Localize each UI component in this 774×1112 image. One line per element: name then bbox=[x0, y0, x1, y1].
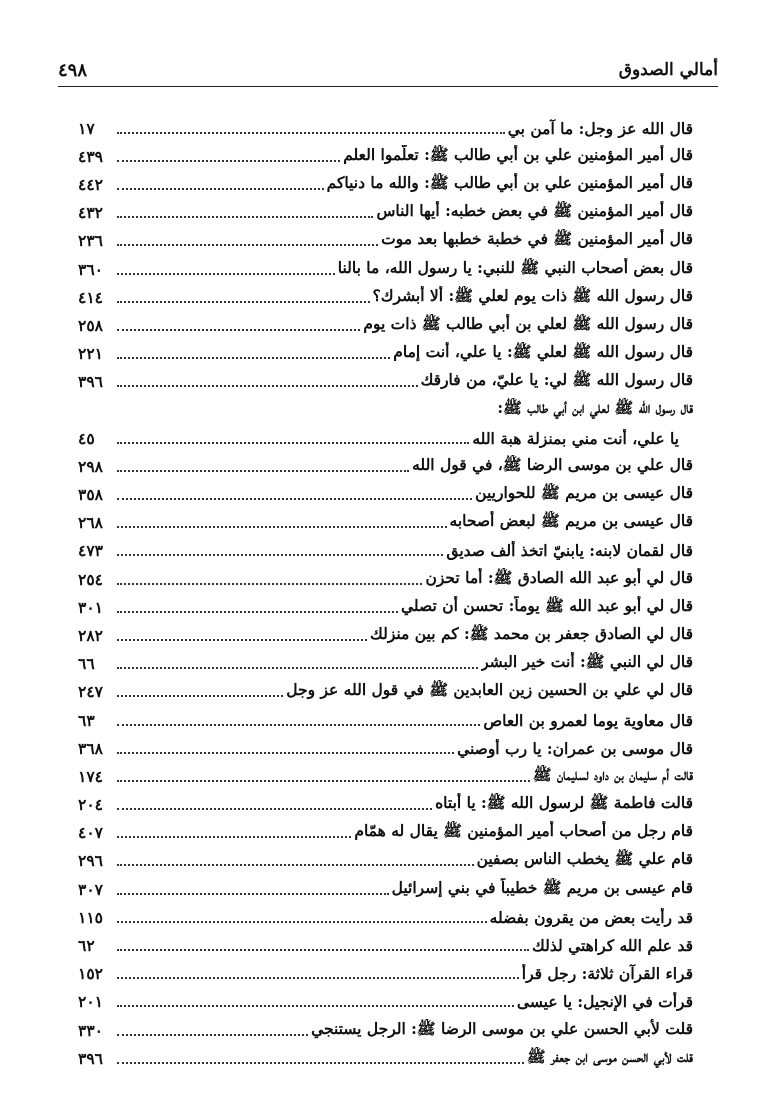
index-entry bbox=[78, 593, 693, 621]
entry-page-number: ٢٥٤ bbox=[78, 569, 103, 589]
entry-text: قال لقمان لابنه: يابنيّ اتخذ ألف صديق bbox=[446, 541, 693, 561]
entry-text: قد رأيت بعض من يقرون بفضله bbox=[489, 907, 693, 927]
index-entry bbox=[78, 706, 693, 734]
entry-text: قال رسول الله ﷺ لعلي ابن أبي طالب ﷺ: bbox=[497, 398, 693, 418]
dot-leader bbox=[117, 384, 418, 387]
entry-page-number: ٢٢١ bbox=[78, 344, 103, 364]
dot-leader bbox=[117, 863, 474, 866]
index-entry bbox=[78, 255, 693, 283]
index-entry bbox=[78, 368, 693, 396]
entry-text: قام رجل من أصحاب أمير المؤمنين ﷺ يقال له همّام bbox=[354, 821, 693, 841]
entry-text: قال موسى بن عمران: يا رب أوصني bbox=[457, 738, 693, 758]
entry-page-number: ٣٦٠ bbox=[78, 259, 103, 279]
entry-text: قال رسول الله ﷺ لي: يا عليّ، من فارقك bbox=[420, 370, 693, 390]
dot-leader bbox=[117, 356, 390, 359]
dot-leader bbox=[117, 920, 487, 923]
entry-text: قال بعض أصحاب النبي ﷺ للنبي: يا رسول الله، ما بالنا bbox=[337, 257, 693, 277]
dot-leader bbox=[117, 497, 472, 500]
index-entry bbox=[78, 565, 693, 593]
entry-text: قال أمير المؤمنين ﷺ في بعض خطبه: أيها الناس bbox=[376, 201, 693, 221]
dot-leader bbox=[117, 187, 324, 190]
entry-text: قال لي الصادق جعفر بن محمد ﷺ: كم بين منزلك bbox=[370, 623, 693, 643]
entry-text: قال معاوية يوما لعمرو بن العاص bbox=[483, 710, 693, 730]
entry-page-number: ٤٧٣ bbox=[78, 541, 103, 561]
dot-leader bbox=[117, 525, 447, 528]
dot-leader bbox=[117, 328, 360, 331]
entry-text: قال عيسى بن مريم ﷺ لبعض أصحابه bbox=[449, 511, 693, 531]
dot-leader bbox=[117, 807, 432, 810]
index-list bbox=[78, 114, 693, 1072]
entry-page-number: ٢٠٤ bbox=[78, 795, 103, 815]
entry-page-number: ٦٣ bbox=[78, 710, 95, 730]
dot-leader bbox=[117, 582, 422, 585]
index-entry bbox=[78, 283, 693, 311]
entry-page-number: ٢٠١ bbox=[78, 992, 103, 1012]
dot-leader bbox=[117, 1061, 524, 1064]
dot-leader bbox=[117, 215, 373, 218]
entry-text: قالت فاطمة ﷺ لرسول الله ﷺ: يا أبتاه bbox=[435, 793, 693, 813]
index-entry bbox=[78, 311, 693, 339]
entry-page-number: ٤١٤ bbox=[78, 287, 103, 307]
dot-leader bbox=[117, 159, 340, 162]
dot-leader bbox=[117, 553, 443, 556]
entry-page-number: ٣٩٦ bbox=[78, 372, 103, 392]
entry-page-number: ٤٥ bbox=[78, 428, 95, 448]
index-entry bbox=[78, 931, 693, 959]
entry-text: قال أمير المؤمنين علي بن أبي طالب ﷺ: والله ما دنياكم bbox=[326, 172, 693, 192]
entry-page-number: ٤٣٩ bbox=[78, 146, 103, 166]
index-entry bbox=[78, 170, 693, 198]
index-entry bbox=[78, 114, 693, 142]
dot-leader bbox=[117, 300, 370, 303]
dot-leader bbox=[117, 779, 530, 782]
index-entry bbox=[78, 424, 693, 452]
index-entry bbox=[78, 621, 693, 649]
entry-text: قال رسول الله ﷺ لعلي بن أبي طالب ﷺ ذات يوم bbox=[363, 313, 693, 333]
index-entry bbox=[78, 1044, 693, 1072]
dot-leader bbox=[117, 976, 519, 979]
entry-page-number: ٣٩٦ bbox=[78, 1048, 103, 1068]
dot-leader bbox=[117, 638, 367, 641]
page-number: ٤٩٨ bbox=[58, 60, 88, 81]
index-entry bbox=[78, 537, 693, 565]
entry-text: قراء القرآن ثلاثة: رجل قرأ bbox=[521, 964, 693, 984]
running-header bbox=[58, 58, 718, 87]
index-entry bbox=[78, 340, 693, 368]
entry-text: قلت لأبي الحسن علي بن موسى الرضا ﷺ: الرجل يستنجي bbox=[311, 1018, 693, 1038]
entry-page-number: ٣٣٠ bbox=[78, 1020, 103, 1040]
entry-page-number: ٢٦٨ bbox=[78, 513, 103, 533]
entry-page-number: ٤٤٢ bbox=[78, 174, 103, 194]
entry-page-number: ٢٨٢ bbox=[78, 625, 103, 645]
entry-text: قال لي علي بن الحسين زين العابدين ﷺ في قول الله عز وجل bbox=[286, 680, 693, 700]
entry-text: قال رسول الله ﷺ لعلي ﷺ: يا علي، أنت إمام bbox=[393, 342, 693, 362]
index-entry bbox=[78, 396, 693, 424]
entry-page-number: ٢٣٦ bbox=[78, 231, 103, 251]
entry-text: قال لي النبي ﷺ: أنت خير البشر bbox=[481, 652, 693, 672]
entry-page-number: ٣٠١ bbox=[78, 597, 103, 617]
entry-page-number: ٦٦ bbox=[78, 654, 95, 674]
entry-text: قال أمير المؤمنين علي بن أبي طالب ﷺ: تعلّموا العلم bbox=[343, 144, 693, 164]
entry-text: قد علم الله كراهتي لذلك bbox=[532, 936, 693, 956]
entry-text: قام علي ﷺ يخطب الناس بصفين bbox=[476, 849, 693, 869]
dot-leader bbox=[117, 694, 283, 697]
dot-leader bbox=[117, 441, 469, 444]
dot-leader bbox=[117, 610, 398, 613]
dot-leader bbox=[117, 892, 389, 895]
index-entry bbox=[78, 847, 693, 875]
entry-text: قال علي بن موسى الرضا ﷺ، في قول الله bbox=[412, 454, 693, 474]
dot-leader bbox=[117, 131, 505, 134]
index-entry bbox=[78, 875, 693, 903]
entry-page-number: ٤٣٢ bbox=[78, 203, 103, 223]
entry-page-number: ٦٢ bbox=[78, 936, 95, 956]
index-entry bbox=[78, 903, 693, 931]
entry-page-number: ١٧٤ bbox=[78, 766, 103, 786]
index-entry bbox=[78, 452, 693, 480]
entry-text: قال الله عز وجل: ما آمن بي bbox=[507, 118, 693, 138]
entry-text: قال عيسى بن مريم ﷺ للحواريين bbox=[475, 483, 693, 503]
entry-page-number: ٣٦٨ bbox=[78, 738, 103, 758]
dot-leader bbox=[117, 1004, 514, 1007]
entry-page-number: ٣٥٨ bbox=[78, 485, 103, 505]
dot-leader bbox=[117, 272, 335, 275]
entry-page-number: ٢٥٨ bbox=[78, 315, 103, 335]
index-entry bbox=[78, 791, 693, 819]
dot-leader bbox=[117, 1033, 308, 1036]
index-entry bbox=[78, 142, 693, 170]
index-entry bbox=[78, 960, 693, 988]
dot-leader bbox=[117, 948, 529, 951]
entry-text: قالت أم سليمان بن داود لسليمان ﷺ bbox=[532, 764, 693, 784]
dot-leader bbox=[117, 723, 480, 726]
index-entry bbox=[78, 1016, 693, 1044]
entry-text: قال أمير المؤمنين ﷺ في خطبة خطبها بعد موت bbox=[381, 229, 693, 249]
index-entry bbox=[78, 199, 693, 227]
entry-page-number: ١٧ bbox=[78, 118, 95, 138]
index-entry bbox=[78, 509, 693, 537]
entry-page-number: ٢٩٦ bbox=[78, 851, 103, 871]
book-title: أمالي الصدوق bbox=[618, 60, 718, 80]
entry-text: قال رسول الله ﷺ ذات يوم لعلي ﷺ: ألا أبشرك؟ bbox=[372, 285, 693, 305]
entry-text: قال لي أبو عبد الله ﷺ يوماً: تحسن أن تصلي bbox=[401, 595, 693, 615]
entry-text: يا علي، أنت مني بمنزلة هبة الله bbox=[472, 428, 679, 448]
entry-page-number: ١١٥ bbox=[78, 907, 103, 927]
index-entry bbox=[78, 678, 693, 706]
dot-leader bbox=[117, 243, 378, 246]
entry-page-number: ٢٤٧ bbox=[78, 682, 103, 702]
index-entry bbox=[78, 762, 693, 790]
index-entry bbox=[78, 819, 693, 847]
dot-leader bbox=[117, 835, 351, 838]
dot-leader bbox=[117, 751, 454, 754]
index-entry bbox=[78, 480, 693, 508]
index-entry bbox=[78, 734, 693, 762]
index-entry bbox=[78, 227, 693, 255]
entry-text: قرأت في الإنجيل: يا عيسى bbox=[516, 992, 693, 1012]
entry-page-number: ٤٠٧ bbox=[78, 823, 103, 843]
entry-page-number: ٣٠٧ bbox=[78, 879, 103, 899]
entry-page-number: ٢٩٨ bbox=[78, 456, 103, 476]
dot-leader bbox=[117, 666, 478, 669]
entry-page-number: ١٥٢ bbox=[78, 964, 103, 984]
entry-text: قال لي أبو عبد الله الصادق ﷺ: أما تحزن bbox=[425, 567, 693, 587]
entry-text: قلت لأبي الحسن موسى ابن جعفر ﷺ bbox=[526, 1046, 693, 1066]
dot-leader bbox=[117, 469, 409, 472]
index-entry bbox=[78, 650, 693, 678]
index-entry bbox=[78, 988, 693, 1016]
entry-text: قام عيسى بن مريم ﷺ خطيباً في بني إسرائيل bbox=[391, 877, 693, 897]
